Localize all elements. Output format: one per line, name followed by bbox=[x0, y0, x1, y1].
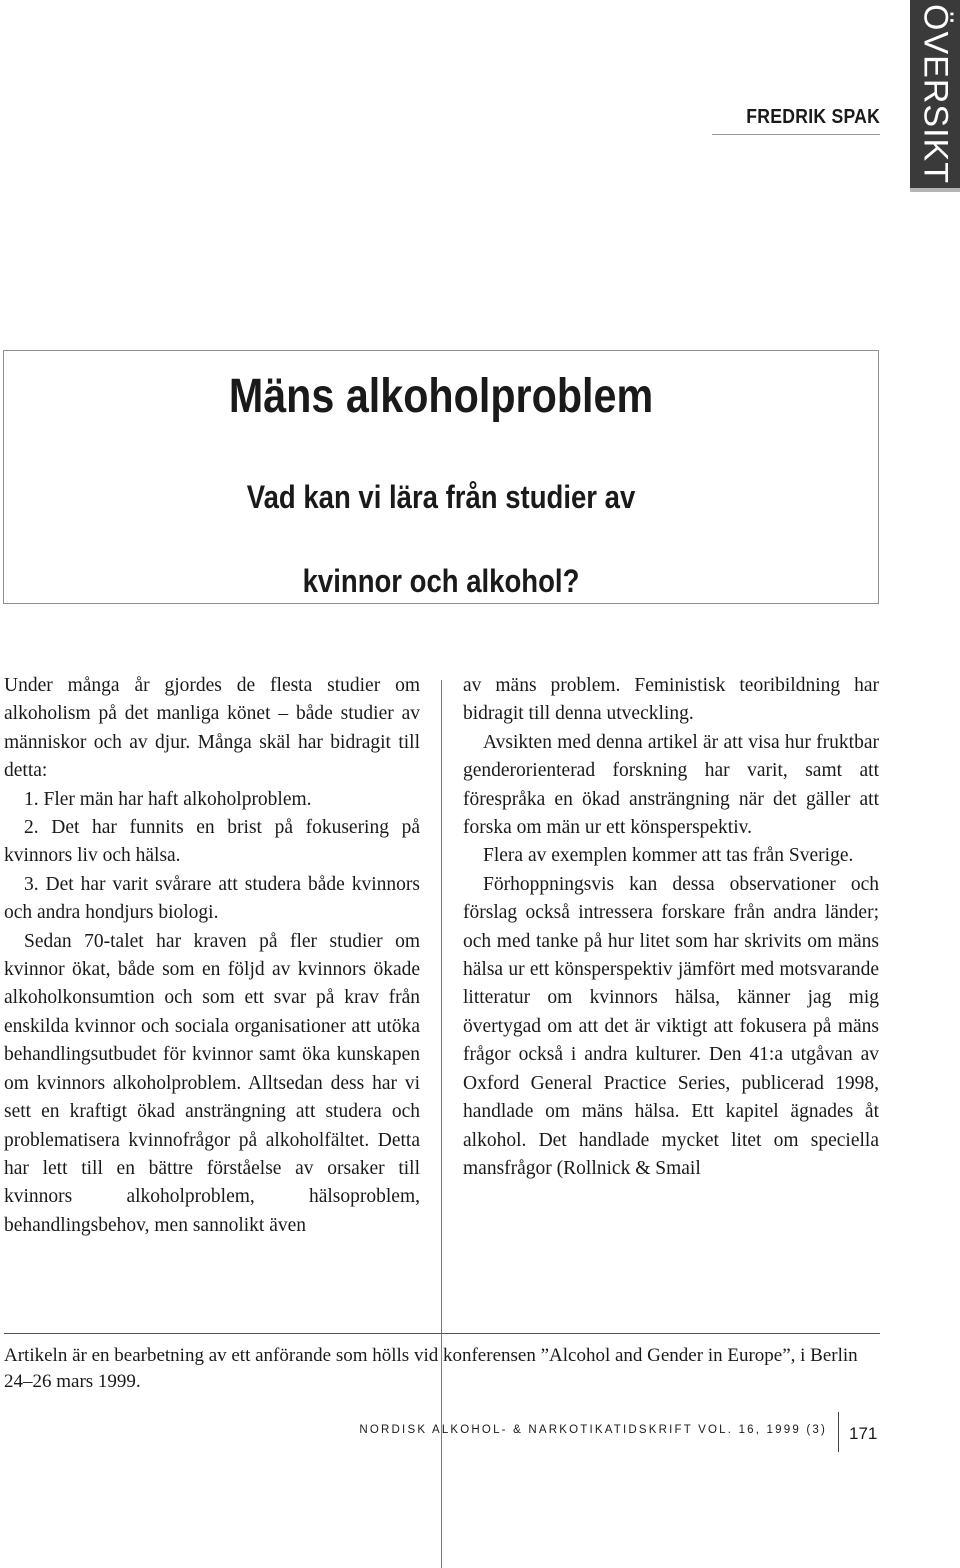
page-number: 171 bbox=[849, 1424, 878, 1443]
author-underline bbox=[712, 134, 880, 135]
paragraph: Sedan 70-talet har kraven på fler studier om kvinnor ökat, både som en följd av kvinnors ökade alkoholkonsumtion och som ett svar på krav från enskilda kvinnor och sociala organisationer att utöka behandlingsutbudet för kvinnor samt öka kunskapen om kvinnors alkoholproblem. Alltsedan dess har vi sett en kraftigt ökad ansträngning att studera och problematisera kvinnofrågor på alkoholfältet. Detta har lett till en bättre förståelse av orsaker till kvinnors alkoholproblem, hälsoproblem, behandlingsbehov, men sannolikt även bbox=[4, 930, 420, 1236]
title-box bbox=[3, 350, 879, 604]
section-tab bbox=[910, 0, 960, 192]
paragraph: av mäns problem. Feministisk teoribildning har bidragit till denna utveckling. bbox=[463, 675, 879, 725]
article-title: Mäns alkoholproblem bbox=[228, 370, 654, 423]
list-item: 3. Det har varit svårare att studera både kvinnors och andra hondjurs biologi. bbox=[4, 873, 420, 924]
paragraph: Avsikten med denna artikel är att visa hur fruktbar genderorienterad forskning har varit, samt att förespråka en ökad ansträngning när det gäller att forska om män ur ett könsperspektiv. bbox=[463, 731, 879, 839]
section-tab-label: ÖVERSIKT bbox=[916, 4, 955, 184]
paragraph: Under många år gjordes de flesta studier om alkoholism på det manliga könet – både studier av människor och av djur. Många skäl har bidragit till detta: bbox=[4, 675, 420, 782]
page-number-rule bbox=[838, 1412, 839, 1452]
author-name: FREDRIK SPAK bbox=[746, 106, 880, 128]
subtitle-line-2: kvinnor och alkohol? bbox=[302, 563, 580, 599]
right-column bbox=[463, 672, 879, 1183]
footnote: Artikeln är en bearbetning av ett anförande som hölls vid konferensen ”Alcohol and Gender in Europe”, i Berlin 24–26 mars 1999. bbox=[4, 1345, 858, 1392]
footnote-rule bbox=[4, 1333, 880, 1334]
list-item: 2. Det har funnits en brist på fokusering på kvinnors liv och hälsa. bbox=[4, 817, 420, 867]
journal-name: NORDISK ALKOHOL- & NARKOTIKATIDSKRIFT VOL. 16, 1999 (3) bbox=[359, 1424, 827, 1436]
left-column bbox=[4, 672, 420, 1240]
paragraph: Förhoppningsvis kan dessa observationer och förslag också intressera forskare från andra länder; och med tanke på hur litet som har skrivits om mäns hälsa ur ett könsperspektiv jämfört med motsvarande litteratur om kvinnors hälsa, känner jag mig övertygad om att det är viktigt att fokusera på mäns frågor också i andra kulturer. Den 41:a utgåvan av Oxford General Practice Series, publicerad 1998, handlade om mäns hälsa. Ett kapitel ägnades åt alkohol. Det handlade mycket litet om speciella mansfrågor (Rollnick & Smail bbox=[463, 873, 879, 1179]
subtitle-line-1: Vad kan vi lära från studier av bbox=[246, 479, 636, 515]
article-subtitle bbox=[65, 455, 817, 623]
paragraph: Flera av exemplen kommer att tas från Sverige. bbox=[483, 845, 854, 867]
list-item: 1. Fler män har haft alkoholproblem. bbox=[24, 788, 312, 810]
